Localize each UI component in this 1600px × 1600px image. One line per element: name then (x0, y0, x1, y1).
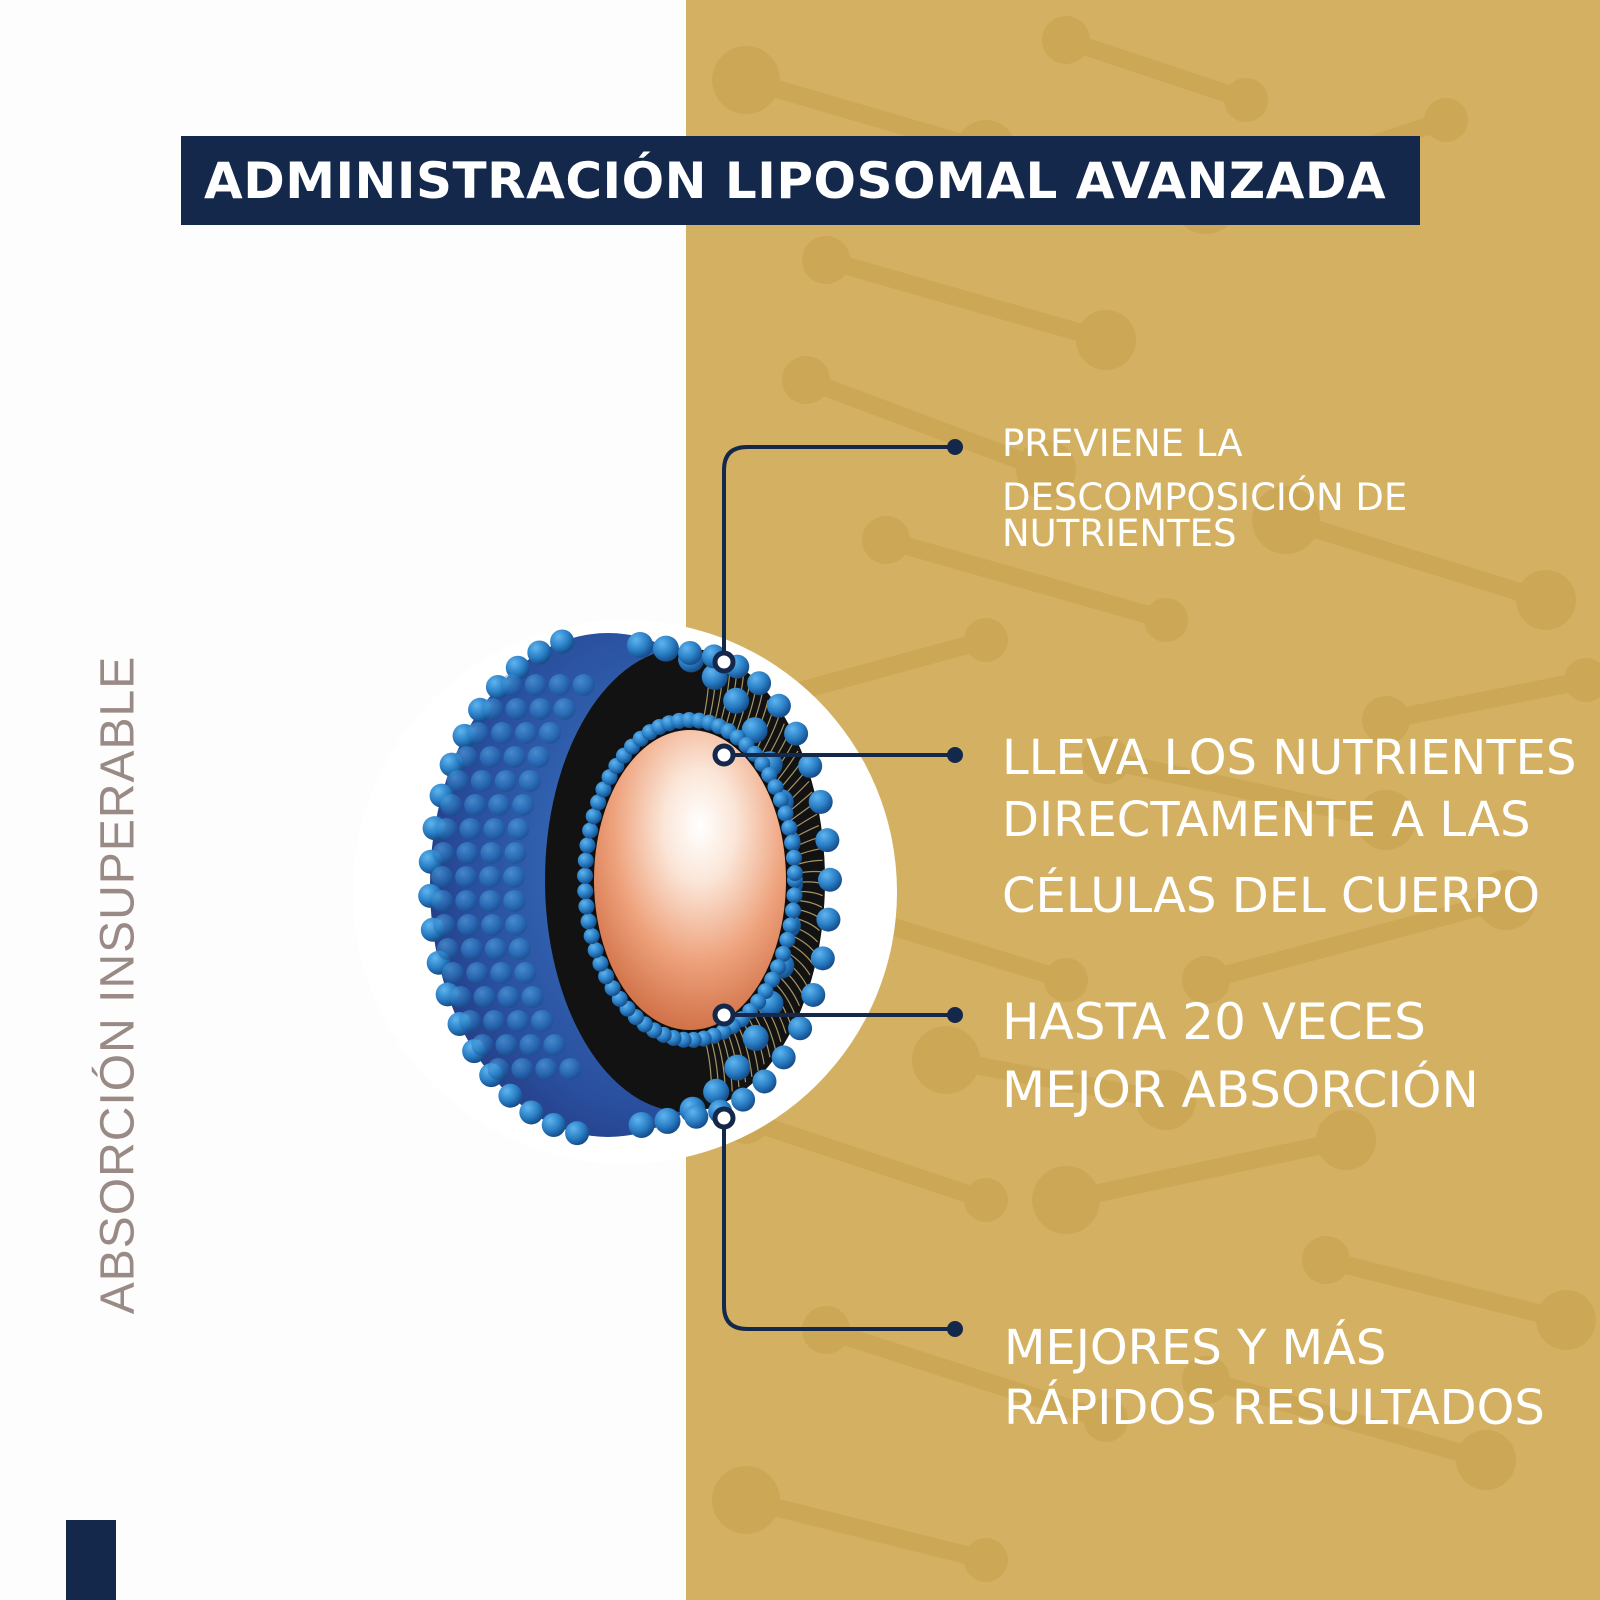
shell-dot (528, 746, 550, 768)
shell-dot (437, 938, 459, 960)
head-group-ball (818, 868, 842, 892)
head-group-ball (809, 790, 833, 814)
shell-dot (483, 818, 505, 840)
shell-dot (543, 1034, 565, 1056)
inner-head-ball (781, 820, 797, 836)
shell-dot (503, 866, 525, 888)
shell-dot (539, 722, 561, 744)
shell-dot (432, 842, 454, 864)
shell-dot (488, 794, 510, 816)
shell-dot (504, 746, 526, 768)
shell-dot (519, 1034, 541, 1056)
shell-dot (507, 818, 529, 840)
inner-head-ball (577, 868, 593, 884)
inner-head-ball (581, 913, 597, 929)
shell-dot (474, 986, 496, 1008)
shell-dot (440, 794, 462, 816)
shell-dot (549, 674, 571, 696)
shell-dot (459, 1010, 481, 1032)
head-group-ball (816, 908, 840, 932)
shell-dot (530, 698, 552, 720)
shell-dot (495, 1034, 517, 1056)
head-group-ball (542, 1113, 566, 1137)
head-group-ball (731, 1088, 755, 1112)
inner-head-ball (787, 865, 803, 881)
shell-dot (506, 698, 528, 720)
side-label: ABSORCIÓN INSUPERABLE (91, 655, 145, 1315)
shell-dot (471, 770, 493, 792)
head-group-ball (772, 1045, 796, 1069)
shell-dot (464, 794, 486, 816)
connector-4 (724, 1118, 955, 1329)
head-group-ball (655, 1108, 681, 1134)
shell-dot (466, 962, 488, 984)
head-group-ball (678, 641, 702, 665)
anchor-dot-2 (715, 746, 733, 764)
head-group-ball (798, 754, 822, 778)
shell-dot (504, 842, 526, 864)
shell-dot (487, 1058, 509, 1080)
shell-dot (515, 722, 537, 744)
shell-dot (455, 890, 477, 912)
anchor-dot-1 (715, 653, 733, 671)
shell-dot (535, 1058, 557, 1080)
callout-3-line-2: MEJOR ABSORCIÓN (1002, 1061, 1479, 1119)
callout-text-2 (1002, 727, 1576, 927)
head-group-ball (784, 722, 808, 746)
shell-dot (525, 674, 547, 696)
inner-head-ball (773, 792, 789, 808)
head-group-ball (519, 1100, 543, 1124)
shell-dot (433, 914, 455, 936)
head-group-ball (811, 946, 835, 970)
inner-head-ball (579, 837, 595, 853)
shell-dot (457, 914, 479, 936)
shell-dot (519, 770, 541, 792)
callout-2-line-3: CÉLULAS DEL CUERPO (1002, 868, 1541, 924)
inner-head-ball (787, 887, 803, 903)
head-group-ball (629, 1112, 655, 1138)
inner-head-ball (577, 883, 593, 899)
shell-dot (522, 986, 544, 1008)
liposome-illustration (418, 630, 842, 1146)
inner-head-ball (784, 835, 800, 851)
inner-head-ball (783, 917, 799, 933)
shell-dot (512, 794, 534, 816)
inner-head-ball (584, 928, 600, 944)
shell-dot (503, 890, 525, 912)
shell-dot (461, 938, 483, 960)
callout-dot-1 (947, 439, 963, 455)
callout-dot-4 (947, 1321, 963, 1337)
callout-2-line-2: DIRECTAMENTE A LAS (1002, 792, 1531, 848)
head-group-ball (743, 1025, 769, 1051)
shell-dot (435, 818, 457, 840)
callout-dot-3 (947, 1007, 963, 1023)
shell-dot (498, 986, 520, 1008)
shell-dot (501, 674, 523, 696)
shell-dot (531, 1010, 553, 1032)
shell-dot (479, 866, 501, 888)
callout-4-line-1: MEJORES Y MÁS (1004, 1320, 1387, 1376)
callout-1-line-2: DESCOMPOSICIÓN DE (1002, 476, 1408, 520)
shell-dot (505, 914, 527, 936)
head-group-ball (801, 983, 825, 1007)
head-group-ball (752, 1069, 776, 1093)
shell-dot (455, 866, 477, 888)
shell-dot (483, 1010, 505, 1032)
shell-dot (450, 986, 472, 1008)
page-title: ADMINISTRACIÓN LIPOSOMAL AVANZADA (204, 151, 1387, 210)
inner-head-ball (786, 850, 802, 866)
head-group-ball (724, 1055, 750, 1081)
callout-text-4 (1004, 1318, 1545, 1438)
shell-dot (495, 770, 517, 792)
callout-2-line-1: LLEVA LOS NUTRIENTES (1002, 730, 1577, 786)
inner-head-ball (588, 942, 604, 958)
inner-head-ball (778, 806, 794, 822)
shell-dot (559, 1058, 581, 1080)
anchor-dot-3 (715, 1006, 733, 1024)
head-group-ball (747, 671, 771, 695)
shell-dot (479, 890, 501, 912)
inner-head-ball (578, 898, 594, 914)
shell-dot (467, 722, 489, 744)
shell-dot (456, 746, 478, 768)
head-group-ball (550, 630, 574, 654)
callout-text-1 (1002, 420, 1408, 556)
callout-dot-2 (947, 747, 963, 763)
head-group-ball (498, 1084, 522, 1108)
callout-text-3 (1002, 988, 1479, 1124)
head-group-ball (527, 641, 551, 665)
shell-dot (482, 698, 504, 720)
shell-dot (481, 914, 503, 936)
inner-head-ball (586, 808, 602, 824)
shell-dot (491, 722, 513, 744)
inner-head-ball (578, 853, 594, 869)
inner-head-ball (582, 823, 598, 839)
shell-dot (509, 938, 531, 960)
shell-dot (431, 890, 453, 912)
inner-head-ball (779, 932, 795, 948)
shell-dot (447, 770, 469, 792)
callout-1-line-3: NUTRIENTES (1002, 512, 1237, 556)
head-group-ball (684, 1105, 708, 1129)
shell-dot (490, 962, 512, 984)
callout-3-line-1: HASTA 20 VECES (1002, 993, 1426, 1051)
anchor-dot-4 (715, 1109, 733, 1127)
head-group-ball (723, 688, 749, 714)
callout-4-line-2: RÁPIDOS RESULTADOS (1004, 1380, 1545, 1436)
shell-dot (480, 842, 502, 864)
shell-dot (456, 842, 478, 864)
shell-dot (554, 698, 576, 720)
head-group-ball (627, 632, 653, 658)
aqueous-core (594, 730, 786, 1030)
head-group-ball (767, 694, 791, 718)
shell-dot (471, 1034, 493, 1056)
shell-dot (480, 746, 502, 768)
shell-dot (485, 938, 507, 960)
shell-dot (459, 818, 481, 840)
connector-1 (724, 447, 955, 662)
shell-dot (431, 866, 453, 888)
shell-dot (442, 962, 464, 984)
head-group-ball (565, 1121, 589, 1145)
shell-dot (507, 1010, 529, 1032)
head-group-ball (788, 1016, 812, 1040)
shell-dot (511, 1058, 533, 1080)
callout-1-line-1: PREVIENE LA (1002, 422, 1243, 465)
head-group-ball (815, 828, 839, 852)
shell-dot (573, 674, 595, 696)
shell-dot (514, 962, 536, 984)
head-group-ball (653, 636, 679, 662)
inner-head-ball (785, 903, 801, 919)
